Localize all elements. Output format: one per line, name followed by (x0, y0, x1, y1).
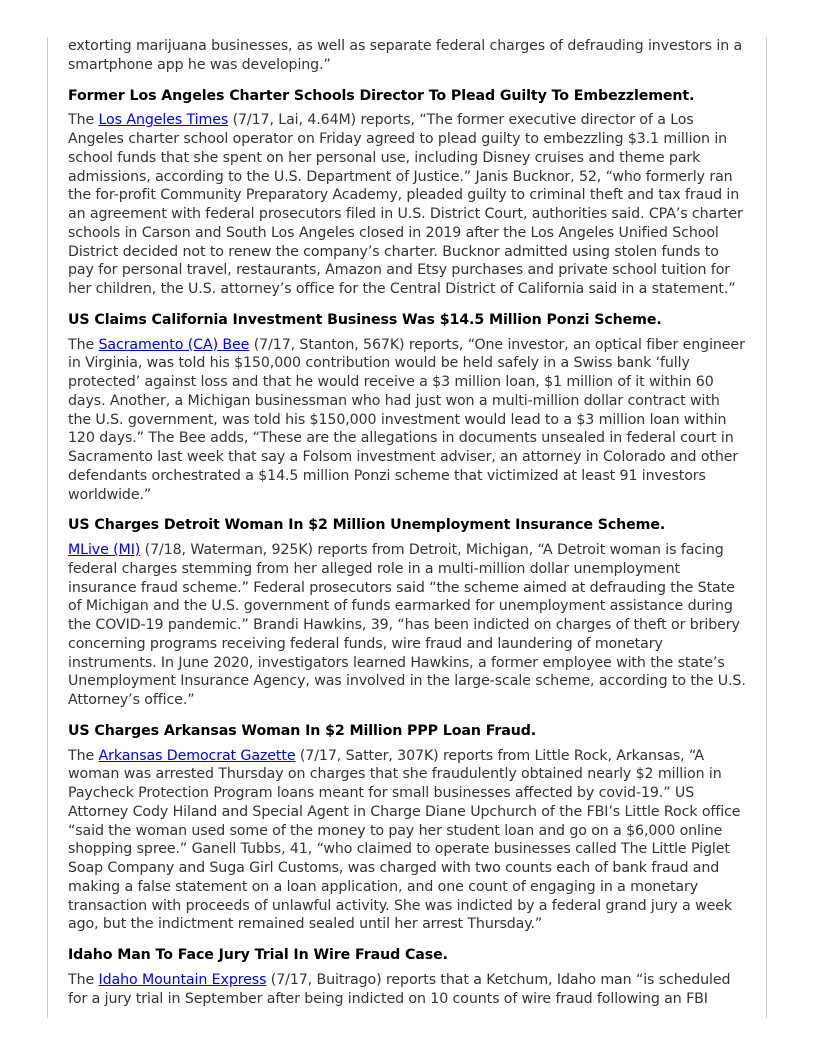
story-idaho-wire-fraud (68, 946, 746, 1008)
story-headline: US Charges Arkansas Woman In $2 Million PPP Loan Fraud. (68, 722, 537, 739)
story-body (68, 747, 746, 935)
newsletter-content (68, 37, 746, 1008)
source-link-los-angeles-times[interactable]: Los Angeles Times (98, 112, 229, 129)
story-prefix: The (68, 971, 99, 988)
story-headline: Former Los Angeles Charter Schools Director To Plead Guilty To Embezzlement. (68, 87, 695, 104)
story-body (68, 336, 746, 505)
story-text: (7/17, Buitrago) reports that a Ketchum, Idaho man “is scheduled for a jury trial in September after being indicted on 10 counts of wire fraud following an FBI (68, 971, 731, 1007)
story-text: (7/17, Satter, 307K) reports from Little Rock, Arkansas, “A woman was arrested Thursday on charges that she fraudulently obtained nearly $2 million in Paycheck Protection Program loans meant for small businesses affected by covid-19.” US Attorney Cody Hiland and Special Agent in Charge Diane Upchurch of the FBI’s Little Rock office “said the woman used some of the money to pay her student loan and go on a $6,000 online shopping spree.” Ganell Tubbs, 41, “who claimed to operate businesses called The Little Piglet Soap Company and Suga Girl Customs, was charged with two counts each of bank fraud and making a false statement on a loan application, and one count of engaging in a monetary transaction with proceeds of unlawful activity. She was indicted by a federal grand jury a week ago, but the indictment remained sealed until her arrest Thursday.” (68, 747, 741, 933)
source-link-idaho-mountain-express[interactable]: Idaho Mountain Express (98, 971, 267, 988)
source-link-mlive[interactable]: MLive (MI) (68, 542, 141, 558)
story-text: (7/17, Lai, 4.64M) reports, “The former executive director of a Los Angeles charter school operator on Friday agreed to plead guilty to embezzling $3.1 million in school funds that she spent on her personal use, including Disney cruises and theme park admissions, according to the U.S. Department of Justice.” Janis Bucknor, 52, “who formerly ran the for-profit Community Preparatory Academy, pleaded guilty to criminal theft and tax fraud in an agreement with federal prosecutors filed in U.S. District Court, authorities said. CPA’s charter schools in Carson and South Los Angeles closed in 2019 after the Los Angeles Unified School District decided not to renew the company’s charter. Bucknor admitted using stolen funds to pay for personal travel, restaurants, Amazon and Etsy purchases and private school tuition for her children, the U.S. attorney’s office for the Central District of California said in a statement.” (68, 112, 743, 297)
story-body (68, 541, 746, 710)
story-la-charter-schools (68, 87, 746, 299)
story-california-ponzi (68, 311, 746, 505)
story-prefix: The (68, 747, 99, 764)
story-text: (7/18, Waterman, 925K) reports from Detroit, Michigan, “A Detroit woman is facing federal charges stemming from her alleged role in a multi-million dollar unemployment insurance fraud scheme.” Federal prosecutors said “the scheme aimed at defrauding the State of Michigan and the U.S. government of funds earmarked for unemployment assistance during the COVID-19 pandemic.” Brandi Hawkins, 39, “has been indicted on charges of theft or bribery concerning programs receiving federal funds, wire fraud and laundering of monetary instruments. In June 2020, investigators learned Hawkins, a former employee with the state’s Unemployment Insurance Agency, was involved in the large-scale scheme, according to the U.S. Attorney’s office.” (68, 542, 746, 708)
story-body (68, 111, 746, 299)
story-headline: US Claims California Investment Business Was $14.5 Million Ponzi Scheme. (68, 311, 662, 328)
story-headline: US Charges Detroit Woman In $2 Million Unemployment Insurance Scheme. (68, 517, 666, 534)
story-headline: Idaho Man To Face Jury Trial In Wire Fraud Case. (68, 947, 448, 963)
story-body (68, 971, 746, 1009)
source-link-arkansas-democrat-gazette[interactable]: Arkansas Democrat Gazette (98, 747, 296, 764)
story-arkansas-ppp (68, 722, 746, 934)
story-prefix: The (68, 112, 99, 129)
story-prefix: The (68, 336, 99, 353)
story-text: (7/17, Stanton, 567K) reports, “One investor, an optical fiber engineer in Virginia, was told his $150,000 contribution would be held safely in a Swiss bank ‘fully protected’ against loss and that he would receive a $3 million loan, $1 million of it within 60 days. Another, a Michigan businessman who had just won a multi-million dollar contract with the U.S. government, was told his $150,000 investment would lead to a $3 million loan within 120 days.” The Bee adds, “These are the allegations in documents unsealed in federal court in Sacramento last week that say a Folsom investment adviser, an attorney in Colorado and other defendants orchestrated a $14.5 million Ponzi scheme that victimized at least 91 investors worldwide.” (68, 336, 745, 503)
document-page (47, 37, 767, 1018)
lead-paragraph-continuation: extorting marijuana businesses, as well as separate federal charges of defrauding investors in a smartphone app he was developing.” (68, 38, 743, 73)
source-link-sacramento-bee[interactable]: Sacramento (CA) Bee (98, 336, 250, 353)
story-detroit-unemployment (68, 516, 746, 710)
